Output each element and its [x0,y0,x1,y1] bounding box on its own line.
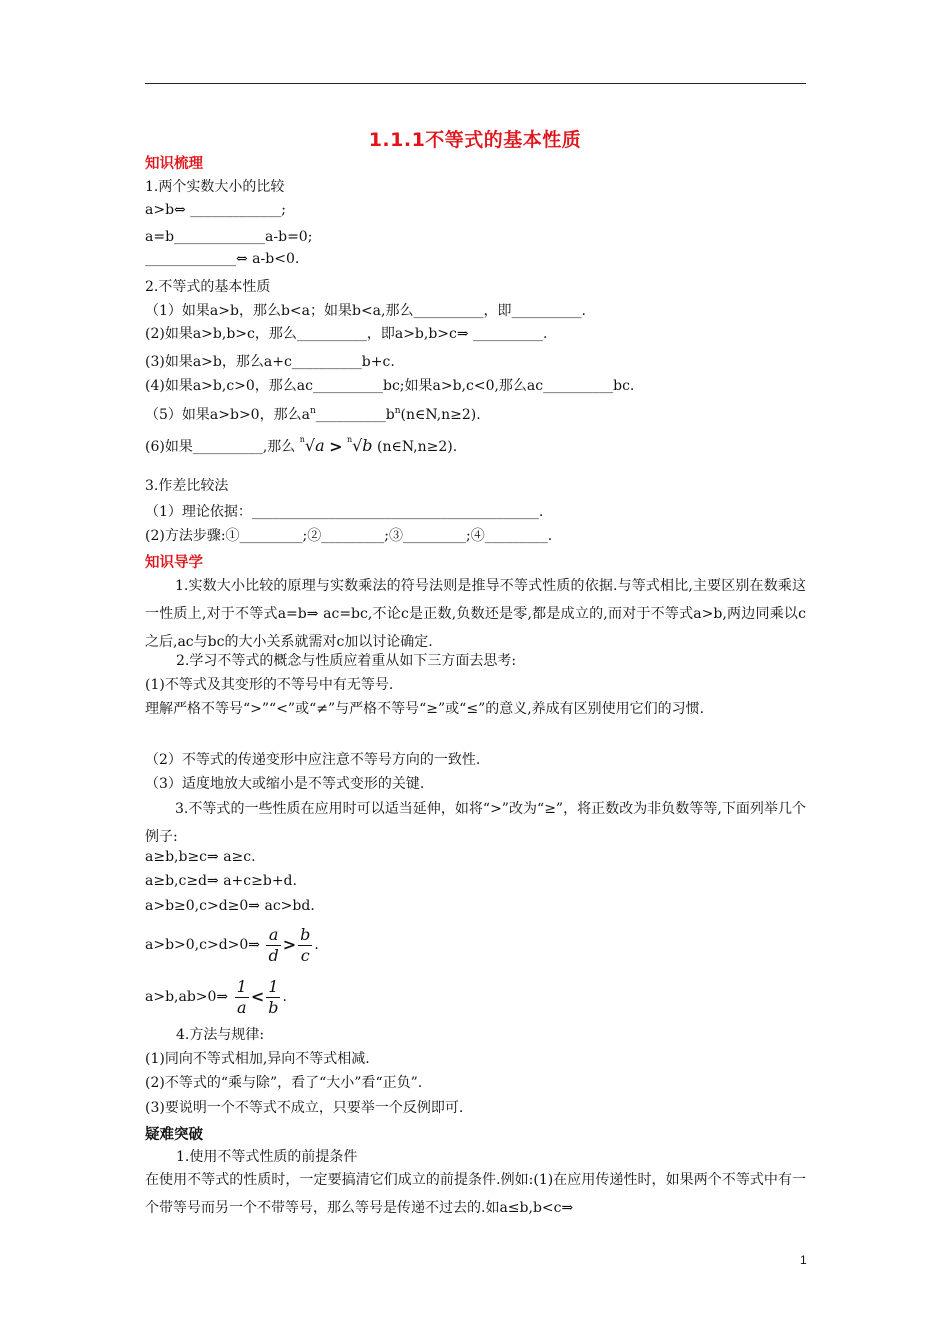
fraction-a-over-d: $\frac{a}{d}$ [268,924,279,965]
text-fragment: (n∈N,n≥2). [400,407,481,423]
text-line [145,402,481,424]
fraction-1-over-b: $\frac{1}{b}$ [268,976,279,1017]
rule-line: (1)同向不等式相加,异向不等式相减. [145,1051,370,1067]
section-heading-guide: 知识导学 [145,555,203,571]
text-fragment: (n∈N,n≥2). [376,439,458,455]
relation-symbol: < [250,987,265,1006]
rule-line: (3)要说明一个不等式不成立，只要举一个反例即可. [145,1100,464,1116]
nth-root-b: $^n$√b [346,435,373,455]
text-fragment: （5）如果a>b>0，那么a [145,407,310,423]
text-line: （2）不等式的传递变形中应注意不等号方向的一致性. [145,752,481,768]
superscript: n [394,406,401,416]
text-line: a>b⇔ _____________; [145,202,286,218]
example-line: a≥b,b≥c⇒ a≥c. [145,849,256,865]
text-line: (3)如果a>b，那么a+c__________b+c. [145,354,395,370]
paragraph: 理解严格不等号“>”“<”或“≠”与严格不等号“≥”或“≤”的意义,养成有区别使用它们的习惯. [145,701,705,717]
nth-root-a: $^n$√a [299,435,325,455]
text-line: （1）理论依据：_________________________________________. [145,504,544,520]
text-line: (4)如果a>b,c>0，那么ac__________bc;如果a>b,c<0,那么ac__________bc. [145,378,635,394]
page-title: 1.1.1不等式的基本性质 [368,129,582,151]
text-line [145,428,457,459]
page-number: 1 [800,1253,807,1267]
text-line: 2.学习不等式的概念与性质应着重从如下三方面去思考: [176,653,517,669]
superscript: n [309,406,316,416]
text-line: （1）如果a>b，那么b<a；如果b<a,那么__________，即__________. [145,303,586,319]
item-heading: 2.不等式的基本性质 [145,279,271,295]
text-line: a=b_____________a-b=0; [145,229,313,245]
text-fragment: (6)如果__________,那么 [145,439,296,455]
paragraph: 3.不等式的一些性质在应用时可以适当延伸，如将“>”改为“≥”，将正数改为非负数等等,下面列举几个例子: [145,801,806,845]
text-line: (1)不等式及其变形的不等号中有无等号. [145,677,394,693]
item-heading: 3.作差比较法 [145,478,229,494]
text-line: 4.方法与规律: [176,1027,265,1043]
fraction-1-over-a: $\frac{1}{a}$ [236,976,247,1017]
paragraph: 1.实数大小比较的原理与实数乘法的符号法则是推导不等式性质的依据.与等式相比,主要区别在数乘这一性质上,对于不等式a=b⇒ ac=bc,不论c是正数,负数还是零,都是成立的,而对于不等式a>b,两边同乘以c之后,ac与bc的大小关系就需对c加以讨论确定. [145,578,806,650]
relation-symbol: > [329,437,343,456]
example-line: a>b,ab>0⇒ $\frac{1}{a}$ < $\frac{1}{b}$ . [145,974,287,1020]
section-heading-knowledge: 知识梳理 [145,156,203,172]
example-line: a>b>0,c>d>0⇒ $\frac{a}{d}$ > $\frac{b}{c}$ . [145,922,319,968]
text-fragment: __________b [315,407,395,423]
section-heading-difficulty: 疑难突破 [145,1127,203,1143]
header-rule [145,83,806,84]
item-heading: 1.两个实数大小的比较 [145,179,285,195]
example-line: a≥b,c≥d⇒ a+c≥b+d. [145,873,297,889]
text-line: (2)如果a>b,b>c，那么__________，即a>b,b>c⇒ __________. [145,326,548,342]
text-line: _____________⇔ a-b<0. [145,251,300,267]
text-line: （3）适度地放大或缩小是不等式变形的关键. [145,776,425,792]
fraction-b-over-c: $\frac{b}{c}$ [300,924,311,965]
example-line: a>b≥0,c>d≥0⇒ ac>bd. [145,898,315,914]
paragraph: 在使用不等式的性质时，一定要搞清它们成立的前提条件.例如:(1)在应用传递性时，如果两个不等式中有一个带等号而另一个不带等号，那么等号是传递不过去的.如a≤b,b<c⇒ [145,1172,806,1216]
text-line: 1.使用不等式性质的前提条件 [176,1149,358,1165]
text-line: (2)方法步骤:①_________;②_________;③_________;④_________. [145,528,553,544]
relation-symbol: > [282,935,297,954]
rule-line: (2)不等式的“乘与除”，看了“大小”看“正负”. [145,1075,423,1091]
